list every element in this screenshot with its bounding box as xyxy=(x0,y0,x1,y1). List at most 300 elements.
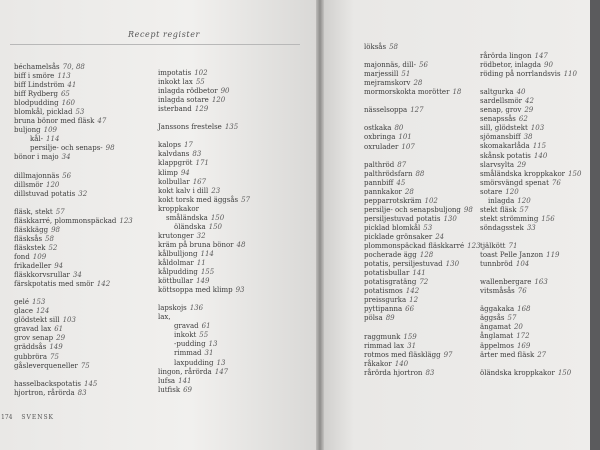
index-term: gravad xyxy=(174,322,199,331)
index-term: rårörda lingon xyxy=(480,52,532,60)
index-page-ref: 115 xyxy=(532,142,547,151)
index-term: dillmajonnäs xyxy=(14,171,60,180)
index-entry xyxy=(364,278,481,287)
index-term: fläsksås xyxy=(14,234,43,243)
index-term: toast Pelle Janzon xyxy=(480,251,544,260)
index-entry xyxy=(14,353,133,362)
index-spacer xyxy=(364,152,481,161)
index-page-ref: 87 xyxy=(397,160,407,169)
index-term: pyttipanna xyxy=(364,305,403,314)
index-term: ostkaka xyxy=(364,124,392,133)
index-page-ref: 130 xyxy=(443,214,457,223)
index-entry xyxy=(480,305,581,314)
index-entry xyxy=(158,123,250,132)
index-term: buljong xyxy=(14,126,41,135)
index-term: kåldolmar xyxy=(158,258,194,267)
index-entry xyxy=(364,197,481,206)
index-page-ref: 23 xyxy=(211,186,221,195)
index-entry xyxy=(14,253,133,262)
index-term: saltgurka xyxy=(480,88,514,97)
index-entry xyxy=(158,331,250,340)
index-page-ref: 150 xyxy=(208,222,222,231)
index-entry xyxy=(14,208,133,217)
index-page-ref: 120 xyxy=(517,196,531,205)
index-page-ref: 172 xyxy=(516,332,530,341)
index-term: pannkakor xyxy=(364,187,402,196)
index-page-ref: 32 xyxy=(196,231,206,240)
index-term: köttbullar xyxy=(158,277,194,286)
index-page-ref: 123 xyxy=(467,242,481,251)
index-entry xyxy=(364,314,481,323)
index-page-ref: 12 xyxy=(409,296,419,305)
index-term: söndagsstek xyxy=(480,223,524,232)
index-term: potatis, persiljestuvad xyxy=(364,260,443,269)
index-page-ref: 98 xyxy=(463,205,473,214)
index-entry xyxy=(480,342,581,351)
index-entry xyxy=(364,360,481,369)
index-entry xyxy=(158,196,250,205)
index-term: bruna bönor med fläsk xyxy=(14,117,95,126)
index-entry xyxy=(158,105,250,114)
index-term: lingon, rårörda xyxy=(158,367,212,376)
index-spacer xyxy=(364,115,481,124)
index-term: fläskkorvsrullar xyxy=(14,271,70,280)
index-page-ref: 120 xyxy=(46,180,60,189)
book-gutter xyxy=(316,0,324,450)
index-entry xyxy=(14,325,133,334)
index-entry xyxy=(480,142,581,151)
index-spacer xyxy=(14,371,133,380)
running-head: Recept register xyxy=(128,30,200,39)
index-term: isterband xyxy=(158,105,192,114)
index-term: picklad blomkål xyxy=(364,223,421,232)
index-entry xyxy=(14,343,133,352)
index-spacer xyxy=(14,289,133,298)
index-page-ref: 65 xyxy=(60,90,70,99)
index-entry xyxy=(364,251,481,260)
index-term: pannbiff xyxy=(364,178,394,187)
index-entry xyxy=(158,141,250,150)
index-term: lax, xyxy=(158,313,171,322)
index-page-ref: 159 xyxy=(403,332,417,341)
index-term: stekt strömming xyxy=(480,214,539,223)
index-entry xyxy=(14,316,133,325)
index-term: kålbulljong xyxy=(158,249,198,258)
index-entry xyxy=(480,61,581,70)
index-page-ref: 80 xyxy=(394,124,404,133)
index-page-ref: 71 xyxy=(508,241,518,250)
index-term: inlagda rödbetor xyxy=(158,87,218,96)
index-page-ref: 28 xyxy=(413,79,423,88)
index-term: picklade grönsaker xyxy=(364,232,433,241)
index-page-ref: 56 xyxy=(62,171,72,180)
index-term: kolbullar xyxy=(158,177,190,186)
index-page-ref: 98 xyxy=(51,225,60,234)
index-column-2 xyxy=(158,69,250,395)
index-page-ref: 110 xyxy=(563,70,577,79)
index-page-ref: 141 xyxy=(178,376,192,385)
index-page-ref: 66 xyxy=(405,305,415,314)
index-page-ref: 41 xyxy=(67,81,77,90)
index-term: pepparrotskräm xyxy=(364,196,422,205)
index-entry xyxy=(158,250,250,259)
index-term: ängamat xyxy=(480,323,511,332)
index-entry xyxy=(158,214,250,223)
index-page-ref: 88 xyxy=(415,169,425,178)
index-page-ref: 103 xyxy=(530,124,545,133)
index-term: kålpudding xyxy=(158,268,198,277)
index-page-ref: 169 xyxy=(516,341,531,350)
index-entry xyxy=(364,88,481,97)
index-column-1 xyxy=(14,63,133,398)
index-page-ref: 33 xyxy=(526,223,536,232)
index-page-ref: 147 xyxy=(534,52,548,60)
index-column-3 xyxy=(364,43,481,378)
index-term: lufsa xyxy=(158,376,176,385)
index-entry xyxy=(480,188,581,197)
index-page-ref: 136 xyxy=(189,304,204,313)
index-entry xyxy=(364,133,481,142)
index-term: löksås xyxy=(364,43,387,51)
index-page-ref: 11 xyxy=(196,258,206,267)
index-spacer xyxy=(480,360,581,369)
index-page-ref: 104 xyxy=(515,260,530,269)
header-rule xyxy=(10,44,300,45)
index-entry xyxy=(14,298,133,307)
index-page-ref: 130 xyxy=(445,260,460,269)
index-page-ref: 83 xyxy=(425,368,435,377)
index-term: gelé xyxy=(14,298,30,307)
index-page-ref: 142 xyxy=(405,287,420,296)
index-term: lapskojs xyxy=(158,304,187,313)
index-term: persilje- och senapsbuljong xyxy=(364,205,461,214)
index-term: tjälkött xyxy=(480,241,506,250)
index-term: potatisgratäng xyxy=(364,278,417,287)
index-term: kalops xyxy=(158,141,181,150)
index-column-4 xyxy=(480,52,581,378)
index-term: sill, glödstekt xyxy=(480,124,528,133)
index-entry xyxy=(364,369,481,378)
index-entry xyxy=(364,79,481,88)
index-page-ref: 52 xyxy=(48,243,58,252)
index-page-ref: 140 xyxy=(533,151,548,160)
index-page-ref: 29 xyxy=(56,334,66,343)
index-page-ref: 42 xyxy=(525,97,534,106)
index-entry xyxy=(364,161,481,170)
index-page-ref: 109 xyxy=(43,126,57,135)
running-foot: SVENSK xyxy=(21,414,55,421)
index-entry xyxy=(480,170,581,179)
index-entry xyxy=(364,305,481,314)
index-entry xyxy=(14,235,133,244)
page-footer xyxy=(1,414,54,421)
index-entry xyxy=(364,287,481,296)
index-entry xyxy=(480,224,581,233)
index-entry xyxy=(158,286,250,295)
index-page-ref: 140 xyxy=(394,359,409,368)
index-term: kräm på bruna bönor xyxy=(158,240,234,249)
index-entry xyxy=(158,304,250,313)
index-entry xyxy=(480,215,581,224)
index-page-ref: 156 xyxy=(541,214,555,223)
page-number: 174 xyxy=(1,414,13,421)
index-term: slarvsylta xyxy=(480,160,515,169)
index-entry xyxy=(480,152,581,161)
index-entry xyxy=(14,389,133,398)
index-term: fläskkarré, plommonspäckad xyxy=(14,216,117,225)
index-term: marjessill xyxy=(364,70,399,79)
index-page-ref: 32 xyxy=(78,189,88,198)
index-page-ref: 155 xyxy=(200,268,215,277)
index-page-ref: 149 xyxy=(49,343,63,352)
index-entry xyxy=(158,69,250,78)
index-entry xyxy=(480,106,581,115)
index-entry xyxy=(480,314,581,323)
index-page-ref: 94 xyxy=(54,262,64,271)
index-entry xyxy=(364,215,481,224)
index-term: stekt fläsk xyxy=(480,205,517,214)
index-page-ref: 28 xyxy=(404,187,414,196)
index-page-ref: 93 xyxy=(235,286,245,295)
index-page-ref: 141 xyxy=(412,269,426,278)
index-term: inlagda sotare xyxy=(158,96,209,105)
index-page-ref: 90 xyxy=(544,61,553,70)
index-entry xyxy=(158,268,250,277)
index-entry xyxy=(364,233,481,242)
index-term: gåsleverqueneller xyxy=(14,361,78,370)
index-term: kroppkakor xyxy=(158,204,199,213)
index-page-ref: 69 xyxy=(183,385,192,394)
index-page-ref: 58 xyxy=(45,234,54,243)
index-entry xyxy=(158,368,250,377)
index-term: oxbringa xyxy=(364,133,396,142)
index-term: blomkål, picklad xyxy=(14,108,73,117)
index-entry xyxy=(14,217,133,226)
index-term: biff i smöre xyxy=(14,72,55,81)
index-page-ref: 31 xyxy=(204,349,214,358)
index-page-ref: 57 xyxy=(55,207,65,216)
index-page-ref: 107 xyxy=(401,142,415,151)
index-page-ref: 142 xyxy=(96,280,111,289)
index-entry xyxy=(480,97,581,106)
index-page-ref: 61 xyxy=(54,325,64,334)
index-term: raggmunk xyxy=(364,332,401,341)
index-term: sjömansbiff xyxy=(480,133,521,142)
index-term: inlagda xyxy=(488,196,515,205)
index-term: sotare xyxy=(480,187,503,196)
index-page-ref: 31 xyxy=(407,341,417,350)
index-entry xyxy=(158,205,250,214)
index-term: gubbröra xyxy=(14,352,48,361)
index-page-ref: 98 xyxy=(105,144,115,153)
index-term: fläskstek xyxy=(14,243,46,252)
index-page-ref: 149 xyxy=(196,277,210,286)
index-term: majonnäs, dill- xyxy=(364,61,416,70)
index-entry xyxy=(14,81,133,90)
index-entry xyxy=(480,287,581,296)
index-term: inkokt xyxy=(174,331,197,340)
index-term: fond xyxy=(14,252,30,261)
index-spacer xyxy=(364,52,481,61)
index-entry xyxy=(158,322,250,331)
index-entry xyxy=(14,262,133,271)
index-term: persilje- och senaps- xyxy=(30,144,103,153)
index-page-ref: 94 xyxy=(180,168,190,177)
index-entry xyxy=(480,260,581,269)
index-page-ref: 119 xyxy=(546,251,560,260)
index-entry xyxy=(480,179,581,188)
index-entry xyxy=(364,61,481,70)
index-page-ref: 57 xyxy=(507,314,517,323)
index-page-ref: 47 xyxy=(97,117,107,126)
index-term: färskpotatis med smör xyxy=(14,280,94,289)
index-page-ref: 153 xyxy=(32,298,46,307)
index-term: persiljestuvad potatis xyxy=(364,214,441,223)
index-spacer xyxy=(14,163,133,172)
index-term: oxrulader xyxy=(364,142,399,151)
index-page-ref: 75 xyxy=(50,352,59,361)
index-page-ref: 109 xyxy=(32,252,47,261)
index-page-ref: 76 xyxy=(517,287,527,296)
index-page-ref: 53 xyxy=(75,108,85,117)
index-page-ref: 128 xyxy=(419,251,434,260)
index-term: nässelsoppa xyxy=(364,106,408,115)
index-page-ref: 75 xyxy=(80,361,90,370)
index-term: senapssås xyxy=(480,115,516,124)
index-term: impotatis xyxy=(158,69,192,77)
index-page-ref: 55 xyxy=(195,78,205,87)
index-entry xyxy=(14,307,133,316)
index-term: smörsvängd spenat xyxy=(480,178,549,187)
index-page-ref: 83 xyxy=(192,150,202,159)
index-entry xyxy=(480,115,581,124)
index-term: öländska kroppkakor xyxy=(480,368,555,377)
index-entry xyxy=(158,377,250,386)
index-entry xyxy=(480,351,581,360)
index-entry xyxy=(480,206,581,215)
index-entry xyxy=(364,124,481,133)
index-term: hasselbackspotatis xyxy=(14,379,81,388)
index-spacer xyxy=(158,114,250,123)
index-page-ref: 53 xyxy=(423,223,433,232)
index-entry xyxy=(14,72,133,81)
index-term: ärter med fläsk xyxy=(480,350,535,359)
index-spacer xyxy=(480,269,581,278)
index-page-ref: 102 xyxy=(194,69,208,77)
index-page-ref: 103 xyxy=(62,316,76,325)
index-page-ref: 57 xyxy=(241,195,251,204)
index-spacer xyxy=(158,132,250,141)
index-page-ref: 97 xyxy=(443,350,453,359)
index-page-ref: 13 xyxy=(208,340,218,349)
index-page-ref: 13 xyxy=(216,358,226,367)
index-entry xyxy=(480,88,581,97)
index-entry xyxy=(364,188,481,197)
index-spacer xyxy=(158,295,250,304)
index-term: rimmad xyxy=(174,349,202,358)
index-term: bönor i majo xyxy=(14,153,59,162)
index-page-ref: 124 xyxy=(35,307,50,316)
index-term: kokt kalv i dill xyxy=(158,186,209,195)
index-page-ref: 70, 88 xyxy=(62,63,85,71)
index-spacer xyxy=(480,296,581,305)
index-term: lutfisk xyxy=(158,385,181,394)
index-term: inkokt lax xyxy=(158,78,193,87)
index-term: kokt torsk med äggsås xyxy=(158,195,239,204)
index-term: glödstekt sill xyxy=(14,316,60,325)
index-entry xyxy=(364,106,481,115)
index-page-ref: 18 xyxy=(452,88,462,97)
index-page-ref: 29 xyxy=(524,106,534,115)
index-entry xyxy=(364,269,481,278)
index-entry xyxy=(480,369,581,378)
index-entry xyxy=(14,271,133,280)
index-page-ref: 145 xyxy=(83,379,98,388)
index-entry xyxy=(364,43,481,52)
index-entry xyxy=(480,278,581,287)
index-page-ref: 135 xyxy=(224,123,239,132)
index-page-ref: 160 xyxy=(61,99,75,108)
index-term: dillstuvad potatis xyxy=(14,189,76,198)
index-entry xyxy=(480,197,581,206)
index-page-ref: 150 xyxy=(557,368,572,377)
index-term: hjortron, rårörda xyxy=(14,388,75,397)
index-entry xyxy=(364,351,481,360)
index-term: pocherade ägg xyxy=(364,251,417,260)
index-term: frikadeller xyxy=(14,262,52,271)
index-spacer xyxy=(364,323,481,332)
index-term: Janssons frestelse xyxy=(158,123,222,132)
index-term: gräddsås xyxy=(14,343,47,352)
index-term: -pudding xyxy=(174,340,206,349)
index-entry xyxy=(158,159,250,168)
index-term: laxpudding xyxy=(174,358,214,367)
index-page-ref: 76 xyxy=(551,178,561,187)
index-entry xyxy=(14,135,133,144)
index-entry xyxy=(14,362,133,371)
index-spacer xyxy=(480,79,581,88)
index-page-ref: 27 xyxy=(537,350,547,359)
index-page-ref: 58 xyxy=(389,43,398,51)
index-entry xyxy=(480,242,581,251)
index-page-ref: 123 xyxy=(119,216,133,225)
index-entry xyxy=(14,380,133,389)
index-term: äggakaka xyxy=(480,305,515,314)
index-entry xyxy=(480,161,581,170)
index-entry xyxy=(14,108,133,117)
index-entry xyxy=(14,172,133,181)
index-entry xyxy=(158,96,250,105)
index-spacer xyxy=(364,97,481,106)
index-page-ref: 51 xyxy=(401,70,411,79)
index-entry xyxy=(14,117,133,126)
index-entry xyxy=(364,179,481,188)
index-page-ref: 167 xyxy=(192,177,207,186)
index-entry xyxy=(364,206,481,215)
index-term: mejramskorv xyxy=(364,79,411,88)
index-entry xyxy=(364,260,481,269)
index-term: wallenbergare xyxy=(480,278,532,287)
index-entry xyxy=(480,251,581,260)
index-page-ref: 114 xyxy=(200,249,214,258)
index-spacer xyxy=(14,199,133,208)
index-term: småländska xyxy=(166,213,208,222)
index-entry xyxy=(158,232,250,241)
index-term: klappgröt xyxy=(158,159,193,168)
index-page-ref: 129 xyxy=(194,105,209,114)
index-entry xyxy=(158,187,250,196)
index-page-ref: 150 xyxy=(210,213,225,222)
